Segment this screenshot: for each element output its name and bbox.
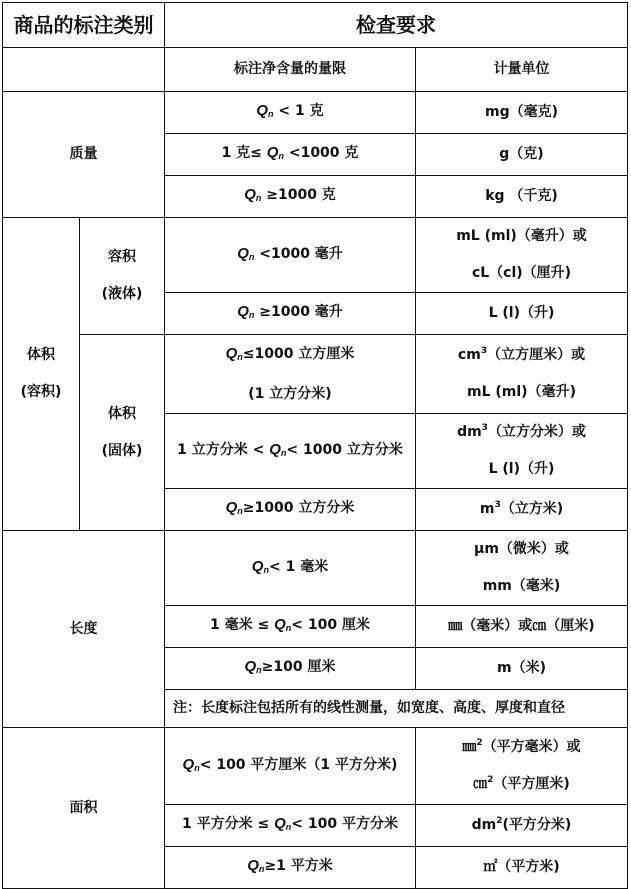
qn-symbol: $Q_n$	[244, 658, 262, 675]
qn-symbol: $Q_n$	[274, 815, 292, 832]
qn-symbol: $Q_n$	[266, 144, 284, 161]
limit-column-header: 标注净含量的量限	[165, 48, 416, 92]
qn-symbol: $Q_n$	[237, 303, 255, 320]
measurement-requirements-table	[2, 2, 628, 889]
solid-unit-3: $m^3$（立方米)	[416, 489, 628, 531]
qn-symbol: $Q_n$	[269, 440, 287, 458]
qn-symbol: $Q_n$	[182, 755, 200, 773]
area-unit-2: $dm^2$(平方分米)	[416, 805, 628, 847]
mass-unit-1: mg（毫克)	[416, 92, 628, 134]
empty-header-cell	[3, 48, 165, 92]
length-limit-2: 1 毫米 ≤ $Q_n< 100$ 厘米	[165, 606, 416, 648]
liquid-subcategory: 容积 (液体)	[80, 218, 165, 335]
qn-symbol: $Q_n$	[256, 102, 274, 119]
mass-unit-2: g（克)	[416, 134, 628, 176]
length-note: 注：长度标注包括所有的线性测量，如宽度、高度、厚度和直径	[165, 690, 628, 728]
solid-unit-2: $dm^3$（立方分米）或 L (l)（升)	[416, 414, 628, 489]
solid-limit-2: 1 立方分米 < $Q_n< 1000$ 立方分米	[165, 414, 416, 489]
area-unit-3: ㎡（平方米)	[416, 847, 628, 889]
area-limit-2: 1 平方分米 ≤ $Q_n< 100$ 平方分米	[165, 805, 416, 847]
liquid-unit-2: L (l)（升)	[416, 293, 628, 335]
volume-category: 体积 (容积)	[3, 218, 80, 531]
liquid-limit-1: $Q_n <1000$ 毫升	[165, 218, 416, 293]
qn-symbol: $Q_n$	[251, 557, 269, 575]
solid-limit-1: $Q_n\le 1000$ 立方厘米 (1 立方分米)	[165, 335, 416, 414]
mass-category: 质量	[3, 92, 165, 218]
liquid-unit-1: mL (ml)（毫升）或 cL（cl)（厘升)	[416, 218, 628, 293]
length-limit-3: $Q_n\ge 100$ 厘米	[165, 648, 416, 690]
length-unit-2: ㎜（毫米）或㎝（厘米)	[416, 606, 628, 648]
unit-column-header: 计量单位	[416, 48, 628, 92]
mass-unit-3: kg （千克)	[416, 176, 628, 218]
area-limit-1: $Q_n< 100$ 平方厘米（1 平方分米)	[165, 728, 416, 805]
mass-limit-2: 1 克≤ $Q_n <1000$ 克	[165, 134, 416, 176]
qn-symbol: $Q_n$	[237, 244, 255, 262]
qn-symbol: $Q_n$	[225, 499, 243, 516]
category-header: 商品的标注类别	[3, 3, 165, 48]
length-limit-1: $Q_n< 1$ 毫米	[165, 531, 416, 606]
qn-symbol: $Q_n$	[274, 616, 292, 633]
mass-limit-3: $Q_n \ge 1000$ 克	[165, 176, 416, 218]
area-category: 面积	[3, 728, 165, 889]
qn-symbol: $Q_n$	[244, 186, 262, 203]
length-unit-1: μm（微米）或 mm（毫米)	[416, 531, 628, 606]
mass-limit-1: $Q_n < 1$ 克	[165, 92, 416, 134]
area-unit-1: ㎜$^2$（平方毫米）或 ㎝$^2$（平方厘米)	[416, 728, 628, 805]
solid-limit-3: $Q_n\ge 1000$ 立方分米	[165, 489, 416, 531]
length-category: 长度	[3, 531, 165, 728]
length-unit-3: m（米)	[416, 648, 628, 690]
area-limit-3: $Q_n\ge 1$ 平方米	[165, 847, 416, 889]
qn-symbol: $Q_n$	[247, 857, 265, 874]
liquid-limit-2: $Q_n \ge 1000$ 毫升	[165, 293, 416, 335]
qn-symbol: $Q_n$	[225, 345, 243, 362]
solid-subcategory: 体积 (固体)	[80, 335, 165, 531]
solid-unit-1: $cm^3$（立方厘米）或 mL (ml)（毫升)	[416, 335, 628, 414]
requirements-header: 检查要求	[165, 3, 628, 48]
